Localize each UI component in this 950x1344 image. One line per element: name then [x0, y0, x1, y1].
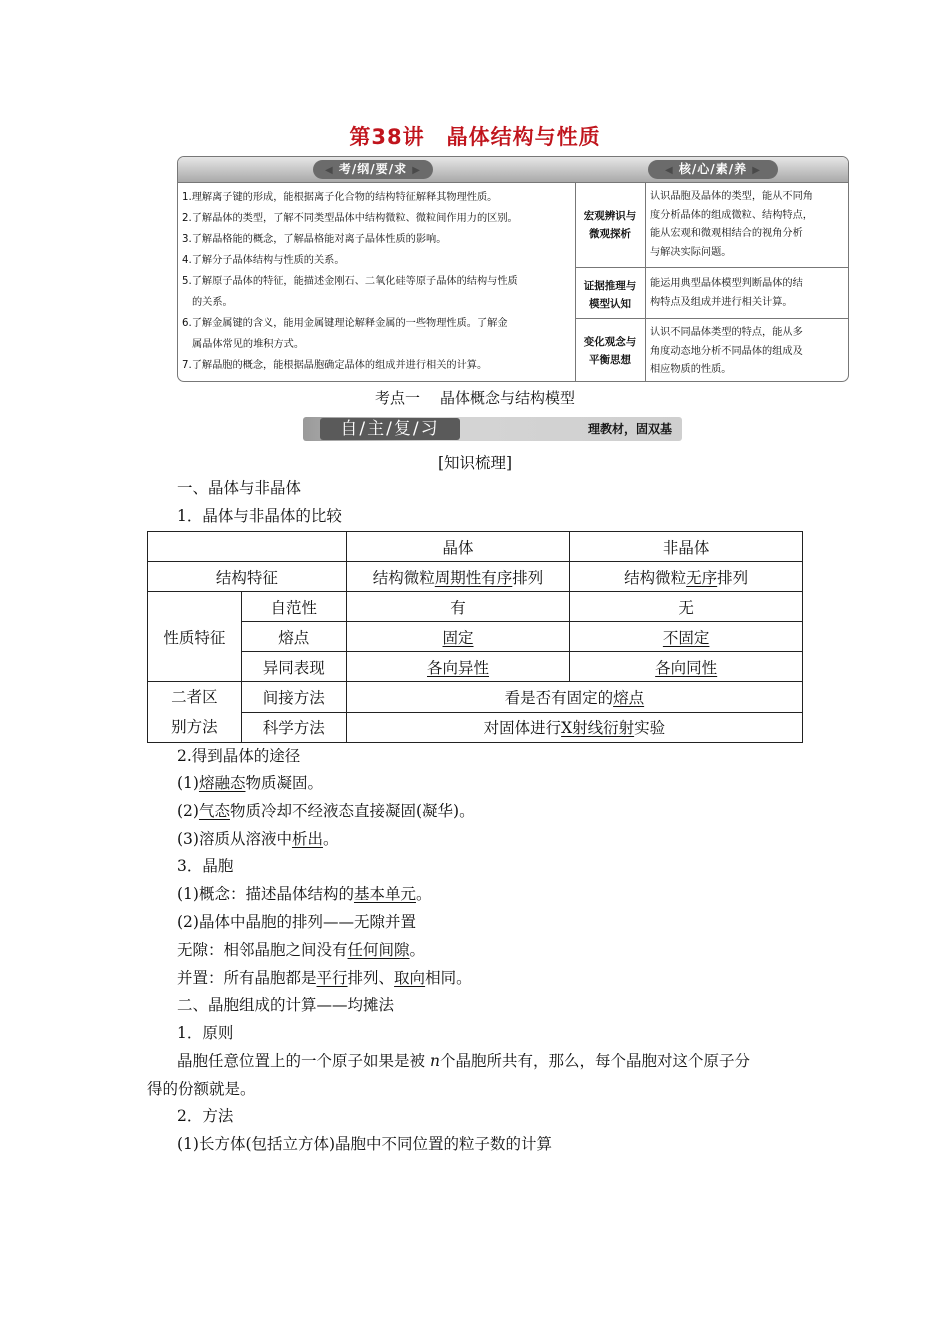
right-triangle-icon: ▶ — [752, 165, 761, 176]
row-divider — [575, 267, 848, 268]
table-cell: 各向异性 — [346, 652, 570, 682]
table-header-crystal: 晶体 — [346, 532, 570, 562]
subheading: 2.得到晶体的途径 — [177, 747, 301, 765]
subheading: 1．原则 — [177, 1024, 234, 1042]
literacy-tab: ◀ 核/心/素/养 ▶ — [648, 160, 778, 179]
table-row — [148, 682, 803, 713]
self-review-label: 自/主/复/习 — [320, 418, 460, 440]
table-cell: 各向同性 — [570, 652, 803, 682]
requirement-item: 的关系。 — [192, 297, 233, 308]
literacy-description: 认识不同晶体类型的特点，能从多 角度动态地分析不同晶体的组成及 相应物质的性质。 — [650, 327, 803, 375]
requirement-item: 3.了解晶格能的概念，了解晶格能对离子晶体性质的影响。 — [182, 234, 447, 245]
requirement-item: 5.了解原子晶体的特征，能描述金刚石、二氧化硅等原子晶体的结构与性质 — [182, 276, 518, 287]
comparison-table — [147, 531, 803, 743]
row-label: 结构特征 — [148, 562, 347, 592]
table-cell: 不固定 — [570, 622, 803, 652]
row-label: 熔点 — [241, 622, 346, 652]
paragraph: (3)溶质从溶液中析出。 — [177, 830, 339, 848]
literacy-label: 证据推理与 模型认知 — [583, 280, 637, 310]
self-review-band — [303, 417, 682, 441]
syllabus-box — [177, 156, 849, 382]
self-review-slogan: 理教材，固双基 — [587, 422, 672, 436]
requirement-item: 属晶体常见的堆积方式。 — [192, 339, 305, 350]
row-label: 异同表现 — [241, 652, 346, 682]
table-cell: 看是否有固定的熔点 — [346, 682, 802, 713]
table-cell: 结构微粒周期性有序排列 — [346, 562, 570, 592]
paragraph: (1)长方体(包括立方体)晶胞中不同位置的粒子数的计算 — [177, 1135, 553, 1153]
table-row — [148, 532, 803, 562]
requirement-item: 7.了解晶胞的概念，能根据晶胞确定晶体的组成并进行相关的计算。 — [182, 360, 488, 371]
row-label: 科学方法 — [241, 712, 346, 743]
literacy-label: 变化观念与 平衡思想 — [583, 336, 637, 366]
lecture-topic: 晶体结构与性质 — [446, 125, 601, 149]
row-label: 自范性 — [241, 592, 346, 622]
table-cell: 固定 — [346, 622, 570, 652]
row-divider — [575, 318, 848, 319]
table-cell: 无 — [570, 592, 803, 622]
literacy-description: 认识晶胞及晶体的类型，能从不同角 度分析晶体的组成微粒、结构特点， 能从宏观和微观相结合的视角分析 与解决实际问题。 — [650, 191, 813, 258]
table-row — [148, 652, 803, 682]
table-cell: 对固体进行X射线衍射实验 — [346, 712, 802, 743]
heading-1: 一、晶体与非晶体 — [177, 479, 302, 497]
left-triangle-icon: ◀ — [325, 165, 334, 176]
paragraph: (1)熔融态物质凝固。 — [177, 774, 323, 792]
table-row — [148, 562, 803, 592]
exam-point-heading: 考点一 晶体概念与结构模型 — [374, 389, 576, 407]
paragraph: (1)概念：描述晶体结构的基本单元。 — [177, 885, 432, 903]
syllabus-header-bar — [178, 157, 848, 183]
lecture-number: 第38讲 — [349, 125, 425, 149]
requirement-item: 2.了解晶体的类型，了解不同类型晶体中结构微粒、微粒间作用力的区别。 — [182, 213, 518, 224]
table-cell: 有 — [346, 592, 570, 622]
group-label: 性质特征 — [148, 592, 242, 682]
requirements-list — [182, 187, 572, 376]
table-cell: 结构微粒无序排列 — [570, 562, 803, 592]
left-triangle-icon: ◀ — [665, 165, 674, 176]
literacy-description: 能运用典型晶体模型判断晶体的结 构特点及组成并进行相关计算。 — [650, 278, 803, 308]
paragraph: 并置：所有晶胞都是平行排列、取向相同。 — [177, 969, 472, 987]
requirement-item: 4.了解分子晶体结构与性质的关系。 — [182, 255, 345, 266]
table-row — [148, 622, 803, 652]
paragraph: (2)晶体中晶胞的排列——无隙并置 — [177, 913, 416, 931]
row-label: 间接方法 — [241, 682, 346, 713]
table-row — [148, 592, 803, 622]
literacy-label: 宏观辨识与 微观探析 — [583, 210, 637, 240]
paragraph: 晶胞任意位置上的一个原子如果是被 n个晶胞所共有，那么，每个晶胞对这个原子分 — [177, 1052, 750, 1070]
table-row — [148, 712, 803, 743]
subheading: 1．晶体与非晶体的比较 — [177, 507, 342, 525]
requirement-item: 6.了解金属键的含义，能用金属键理论解释金属的一些物理性质。了解金 — [182, 318, 508, 329]
right-triangle-icon: ▶ — [412, 165, 421, 176]
column-divider — [645, 182, 646, 381]
subheading: 2．方法 — [177, 1107, 234, 1125]
paragraph: 无隙：相邻晶胞之间没有任何间隙。 — [177, 941, 426, 959]
requirement-item: 1.理解离子键的形成，能根据离子化合物的结构特征解释其物理性质。 — [182, 192, 498, 203]
paragraph: (2)气态物质冷却不经液态直接凝固(凝华)。 — [177, 802, 475, 820]
table-cell — [148, 532, 347, 562]
section-tag: [知识梳理] — [437, 454, 513, 472]
heading-2: 二、晶胞组成的计算——均摊法 — [177, 996, 395, 1014]
group-label: 二者区 别方法 — [148, 682, 242, 743]
syllabus-tab: ◀ 考/纲/要/求 ▶ — [313, 160, 433, 179]
table-header-amorphous: 非晶体 — [570, 532, 803, 562]
page-title — [0, 121, 950, 151]
subheading: 3．晶胞 — [177, 857, 234, 875]
paragraph: 得的份额就是。 — [147, 1080, 256, 1098]
